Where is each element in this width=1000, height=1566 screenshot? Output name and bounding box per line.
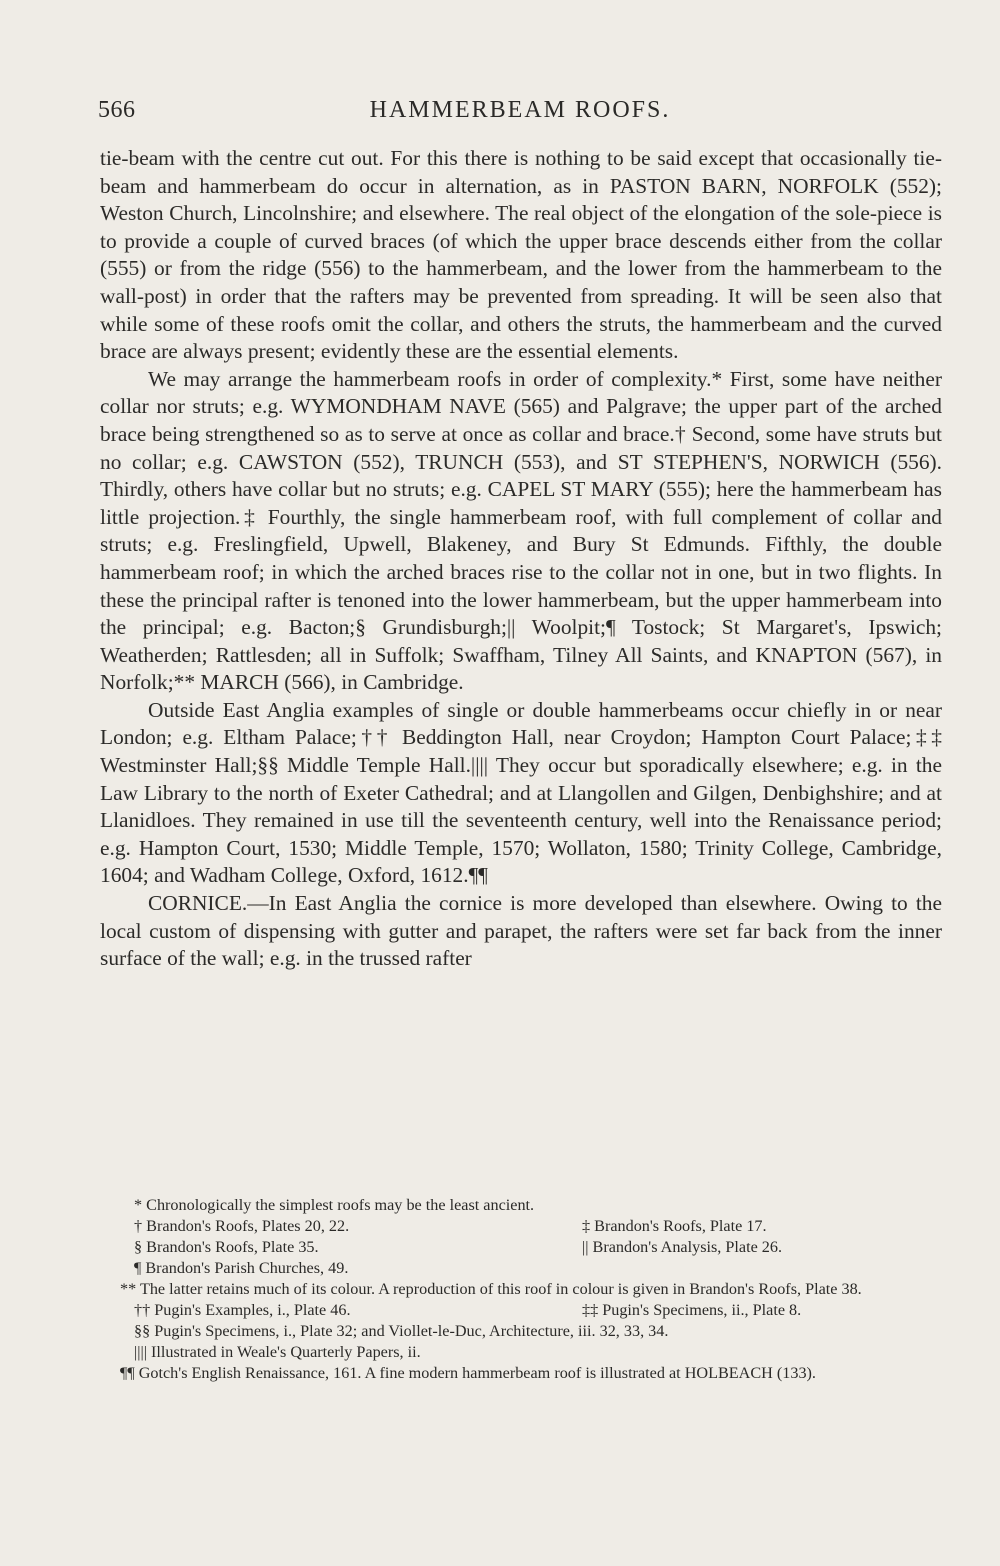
footnote-4: § Brandon's Roofs, Plate 35.: [134, 1238, 319, 1256]
page-header: [98, 97, 942, 133]
footnote-row: [100, 1342, 945, 1363]
paragraph-2: We may arrange the hammerbeam roofs in order of complexity.* First, some have neither collar nor struts; e.g. WYMONDHAM NAVE (565) and Palgrave; the upper part of the arched brace being strengthened so as to serve at once as collar and brace.† Second, some have struts but no collar; e.g. CAWSTON (552), TRUNCH (553), and ST STEPHEN'S, NORWICH (556). Thirdly, others have collar but no struts; e.g. CAPEL ST MARY (555); here the hammerbeam has little projection.‡ Fourthly, the single hammerbeam roof, with full complement of collar and struts; e.g. Freslingfield, Upwell, Blakeney, and Bury St Edmunds. Fifthly, the double hammerbeam roof; in which the arched braces rise to the collar not in one, but in two flights. In these the principal rafter is tenoned into the lower hammerbeam, but the upper hammerbeam into the principal; e.g. Bacton;§ Grundisburgh;|| Woolpit;¶ Tostock; St Margaret's, Ipswich; Weatherden; Rattlesden; all in Suffolk; Swaffham, Tilney All Saints, and KNAPTON (567), in Norfolk;** MARCH (566), in Cambridge.: [100, 366, 942, 695]
footnote-row: [100, 1279, 945, 1300]
footnote-8: †† Pugin's Examples, i., Plate 46.: [134, 1301, 351, 1319]
footnotes: [100, 1195, 945, 1384]
footnote-3: ‡ Brandon's Roofs, Plate 17.: [582, 1217, 767, 1235]
footnote-row: [100, 1300, 945, 1321]
body-text: [100, 145, 942, 973]
footnote-row: [100, 1363, 945, 1384]
footnote-row: [100, 1195, 945, 1216]
footnote-5: || Brandon's Analysis, Plate 26.: [582, 1238, 783, 1256]
footnote-12: ¶¶ Gotch's English Renaissance, 161. A fine modern hammerbeam roof is illustrated at HOLBEACH (133).: [120, 1364, 816, 1382]
paragraph-3: Outside East Anglia examples of single or double hammerbeams occur chiefly in or near London; e.g. Eltham Palace;†† Beddington Hall, near Croydon; Hampton Court Palace;‡‡ Westminster Hall;§§ Middle Temple Hall.|||| They occur but sporadically elsewhere; e.g. in the Law Library to the north of Exeter Cathedral; and at Llangollen and Gilgen, Denbighshire; and at Llanidloes. They remained in use till the seventeenth century, well into the Renaissance period; e.g. Hampton Court, 1530; Middle Temple, 1570; Wollaton, 1580; Trinity College, Cambridge, 1604; and Wadham College, Oxford, 1612.¶¶: [100, 697, 942, 888]
page-number: 566: [98, 97, 136, 123]
footnote-row: [100, 1237, 945, 1258]
footnote-6: ¶ Brandon's Parish Churches, 49.: [134, 1259, 349, 1277]
footnote-row: [100, 1216, 945, 1237]
running-title: HAMMERBEAM ROOFS.: [369, 97, 671, 123]
paragraph-1: tie-beam with the centre cut out. For this there is nothing to be said except that occasionally tie-beam and hammerbeam do occur in alternation, as in PASTON BARN, NORFOLK (552); Weston Church, Lincolnshire; and elsewhere. The real object of the elongation of the sole-piece is to provide a couple of curved braces (of which the upper brace descends either from the collar (555) or from the ridge (556) to the hammerbeam, and the lower from the hammerbeam to the wall-post) in order that the rafters may be prevented from spreading. It will be seen also that while some of these roofs omit the collar, and others the struts, the hammerbeam and the curved brace are always present; evidently these are the essential elements.: [100, 146, 942, 364]
footnote-2: † Brandon's Roofs, Plates 20, 22.: [134, 1217, 350, 1235]
footnote-9: ‡‡ Pugin's Specimens, ii., Plate 8.: [582, 1301, 802, 1319]
footnote-row: [100, 1321, 945, 1342]
footnote-1: * Chronologically the simplest roofs may be the least ancient.: [134, 1196, 535, 1214]
footnote-7: ** The latter retains much of its colour. A reproduction of this roof in colour is given in Brandon's Roofs, Plate 38.: [120, 1280, 862, 1298]
footnote-10: §§ Pugin's Specimens, i., Plate 32; and Viollet-le-Duc, Architecture, iii. 32, 33, 34.: [134, 1322, 669, 1340]
footnote-row: [100, 1258, 945, 1279]
footnote-11: |||| Illustrated in Weale's Quarterly Papers, ii.: [134, 1343, 421, 1361]
paragraph-4: CORNICE.—In East Anglia the cornice is more developed than elsewhere. Owing to the local custom of dispensing with gutter and parapet, the rafters were set far back from the inner surface of the wall; e.g. in the trussed rafter: [100, 891, 942, 971]
